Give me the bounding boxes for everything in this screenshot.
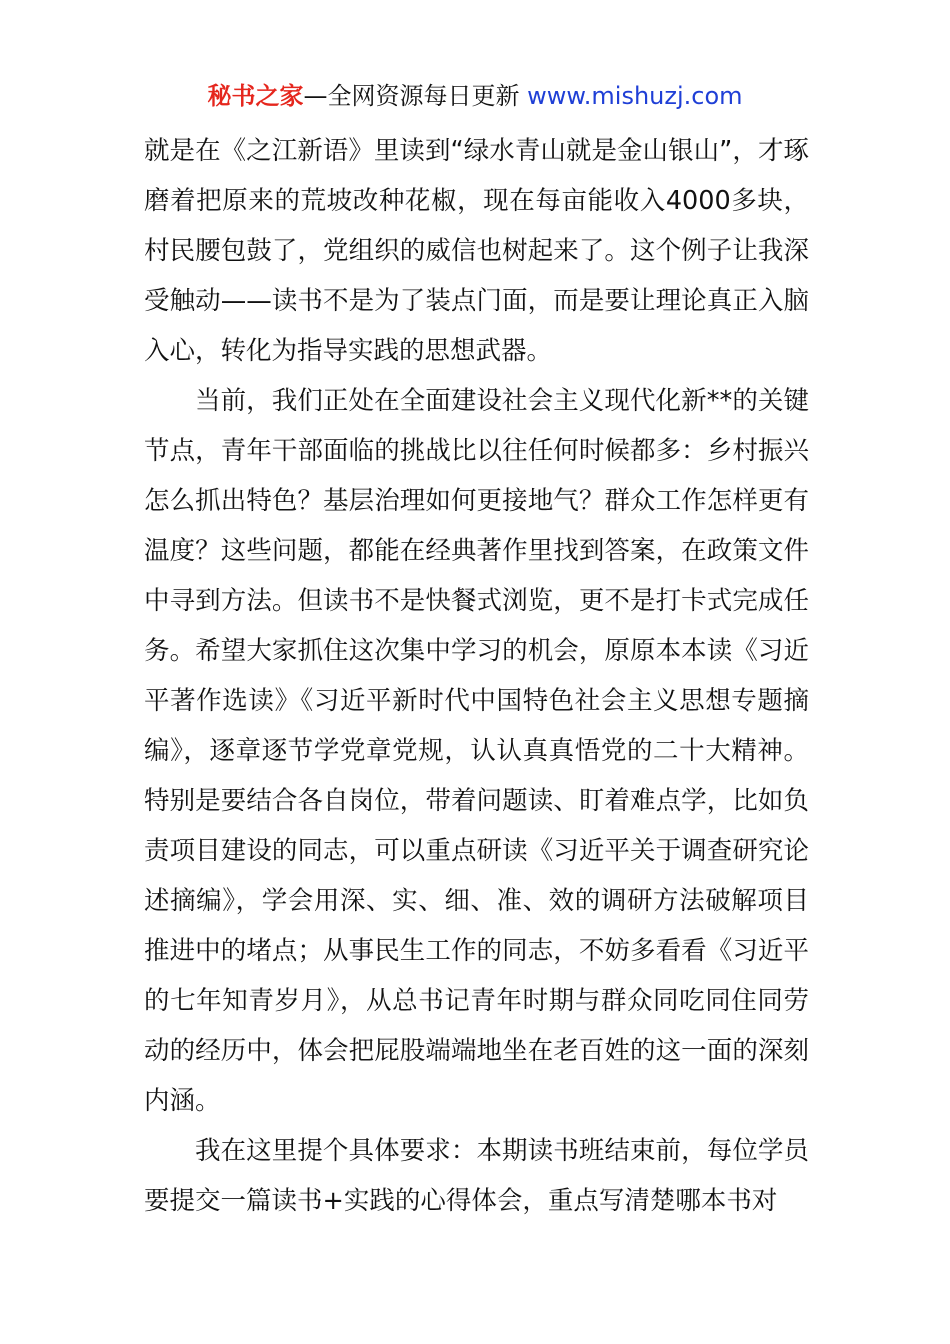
header-url[interactable]: www.mishuzj.com	[527, 82, 743, 110]
page-header	[0, 80, 950, 112]
header-brand: 秘书之家	[207, 82, 304, 110]
paragraph: 我在这里提个具体要求：本期读书班结束前，每位学员要提交一篇读书+实践的心得体会，重点写清楚哪本书对	[144, 1136, 809, 1216]
header-tagline: —全网资源每日更新	[303, 82, 528, 110]
document-body	[144, 126, 809, 1226]
paragraph: 当前，我们正处在全面建设社会主义现代化新**的关键节点，青年干部面临的挑战比以往任何时候都多：乡村振兴怎么抓出特色？基层治理如何更接地气？群众工作怎样更有温度？这些问题，都能在经典著作里找到答案，在政策文件中寻到方法。但读书不是快餐式浏览，更不是打卡式完成任务。希望大家抓住这次集中学习的机会，原原本本读《习近平著作选读》《习近平新时代中国特色社会主义思想专题摘编》，逐章逐节学党章党规，认认真真悟党的二十大精神。特别是要结合各自岗位，带着问题读、盯着难点学，比如负责项目建设的同志，可以重点研读《习近平关于调查研究论述摘编》，学会用深、实、细、准、效的调研方法破解项目推进中的堵点；从事民生工作的同志，不妨多看看《习近平的七年知青岁月》，从总书记青年时期与群众同吃同住同劳动的经历中，体会把屁股端端地坐在老百姓的这一面的深刻内涵。	[144, 386, 809, 1116]
paragraph-continuation: 就是在《之江新语》里读到“绿水青山就是金山银山”，才琢磨着把原来的荒坡改种花椒，现在每亩能收入4000多块，村民腰包鼓了，党组织的威信也树起来了。这个例子让我深受触动——读书不是为了装点门面，而是要让理论真正入脑入心，转化为指导实践的思想武器。	[144, 136, 809, 366]
